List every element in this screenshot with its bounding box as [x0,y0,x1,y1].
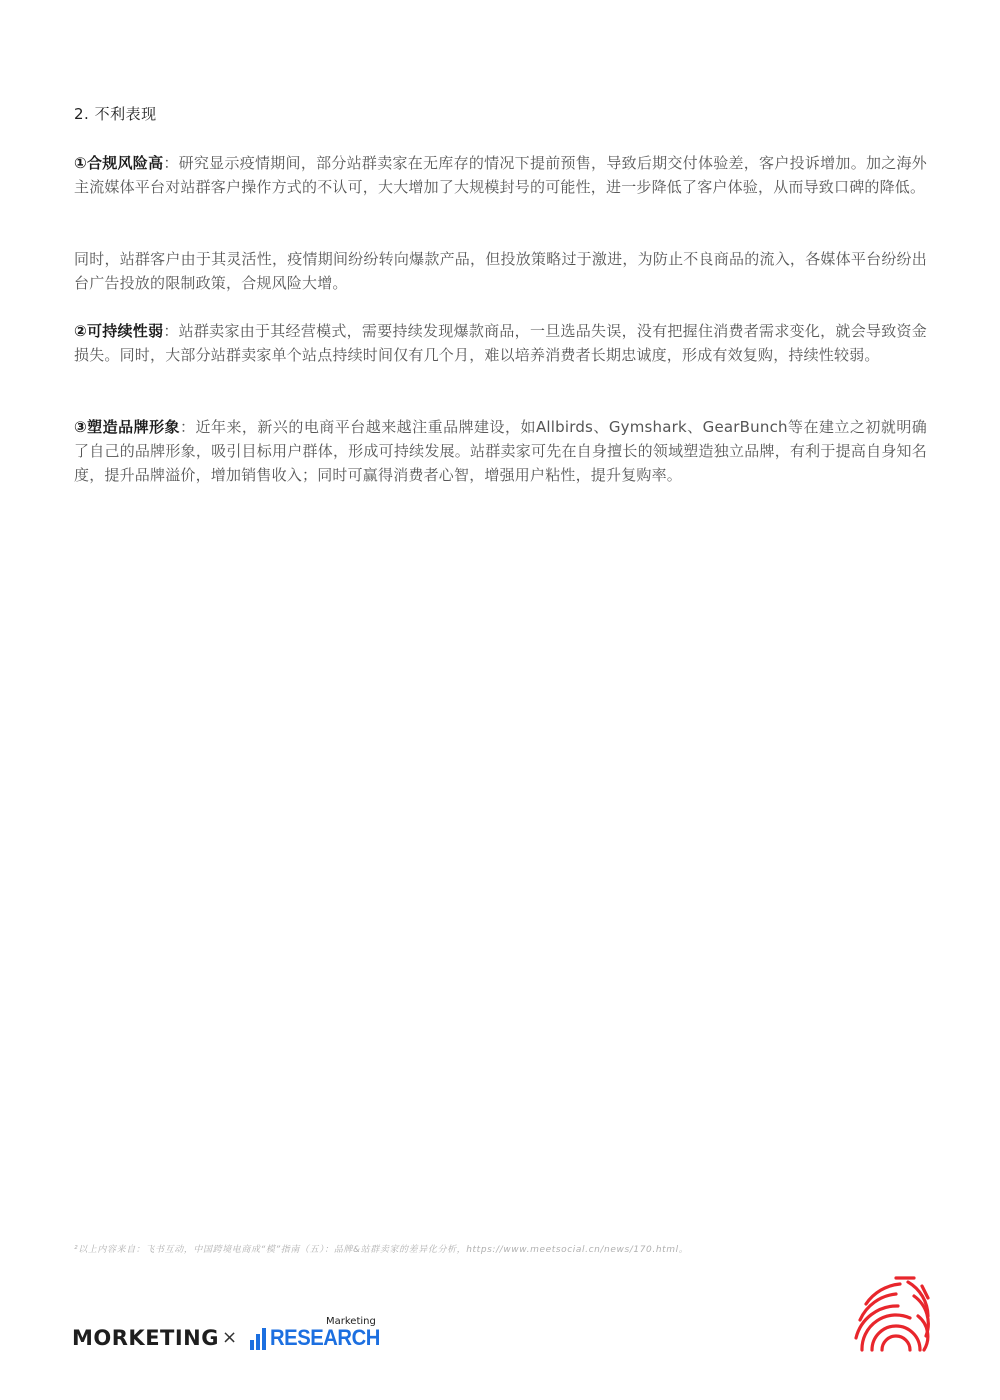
section-heading: 2. 不利表现 [74,105,157,123]
brand-arcs-logo [852,1276,930,1352]
paragraph-text: ：研究显示疫情期间，部分站群卖家在无库存的情况下提前预售，导致后期交付体验差，客户投诉增加。加之海外主流媒体平台对站群客户操作方式的不认可，大大增加了大规模封号的可能性，进一步降低了客户体验，从而导致口碑的降低。 [74,154,927,196]
paragraph-text: 同时，站群客户由于其灵活性，疫情期间纷纷转向爆款产品，但投放策略过于激进，为防止不良商品的流入，各媒体平台纷纷出台广告投放的限制政策，合规风险大增。 [74,250,927,292]
paragraph-lead: ①合规风险高 [74,154,164,172]
morketing-logo: MORKETING [72,1326,219,1350]
research-logo-top-text: Marketing [326,1316,376,1327]
paragraph-text: ：近年来，新兴的电商平台越来越注重品牌建设，如Allbirds、Gymshark、GearBunch等在建立之初就明确了自己的品牌形象，吸引目标用户群体，形成可持续发展。站群卖家可先在自身擅长的领域塑造独立品牌，有利于提高自身知名度，提升品牌溢价，增加销售收入；同时可赢得消费者心智，增强用户粘性，提升复购率。 [74,418,927,484]
bar-chart-icon [250,1328,270,1350]
paragraph-sustainability [74,319,927,367]
paragraph-brand-image [74,415,927,487]
times-separator: × [222,1327,238,1348]
paragraph-compliance-detail [74,247,927,295]
paragraph-text: ：站群卖家由于其经营模式，需要持续发现爆款商品，一旦选品失误，没有把握住消费者需求变化，就会导致资金损失。同时，大部分站群卖家单个站点持续时间仅有几个月，难以培养消费者长期忠诚度，形成有效复购，持续性较弱。 [74,322,927,364]
paragraph-lead: ③塑造品牌形象 [74,418,181,436]
research-logo-word: RESEARCH [270,1325,380,1350]
paragraph-lead: ②可持续性弱 [74,322,164,340]
footnote: ²以上内容来自：飞书互动，中国跨境电商成“模”指南（五）：品牌&站群卖家的差异化分析，https://www.meetsocial.cn/news/170.html。 [74,1245,689,1255]
marketing-research-logo [248,1316,388,1356]
paragraph-compliance-risk [74,151,927,199]
